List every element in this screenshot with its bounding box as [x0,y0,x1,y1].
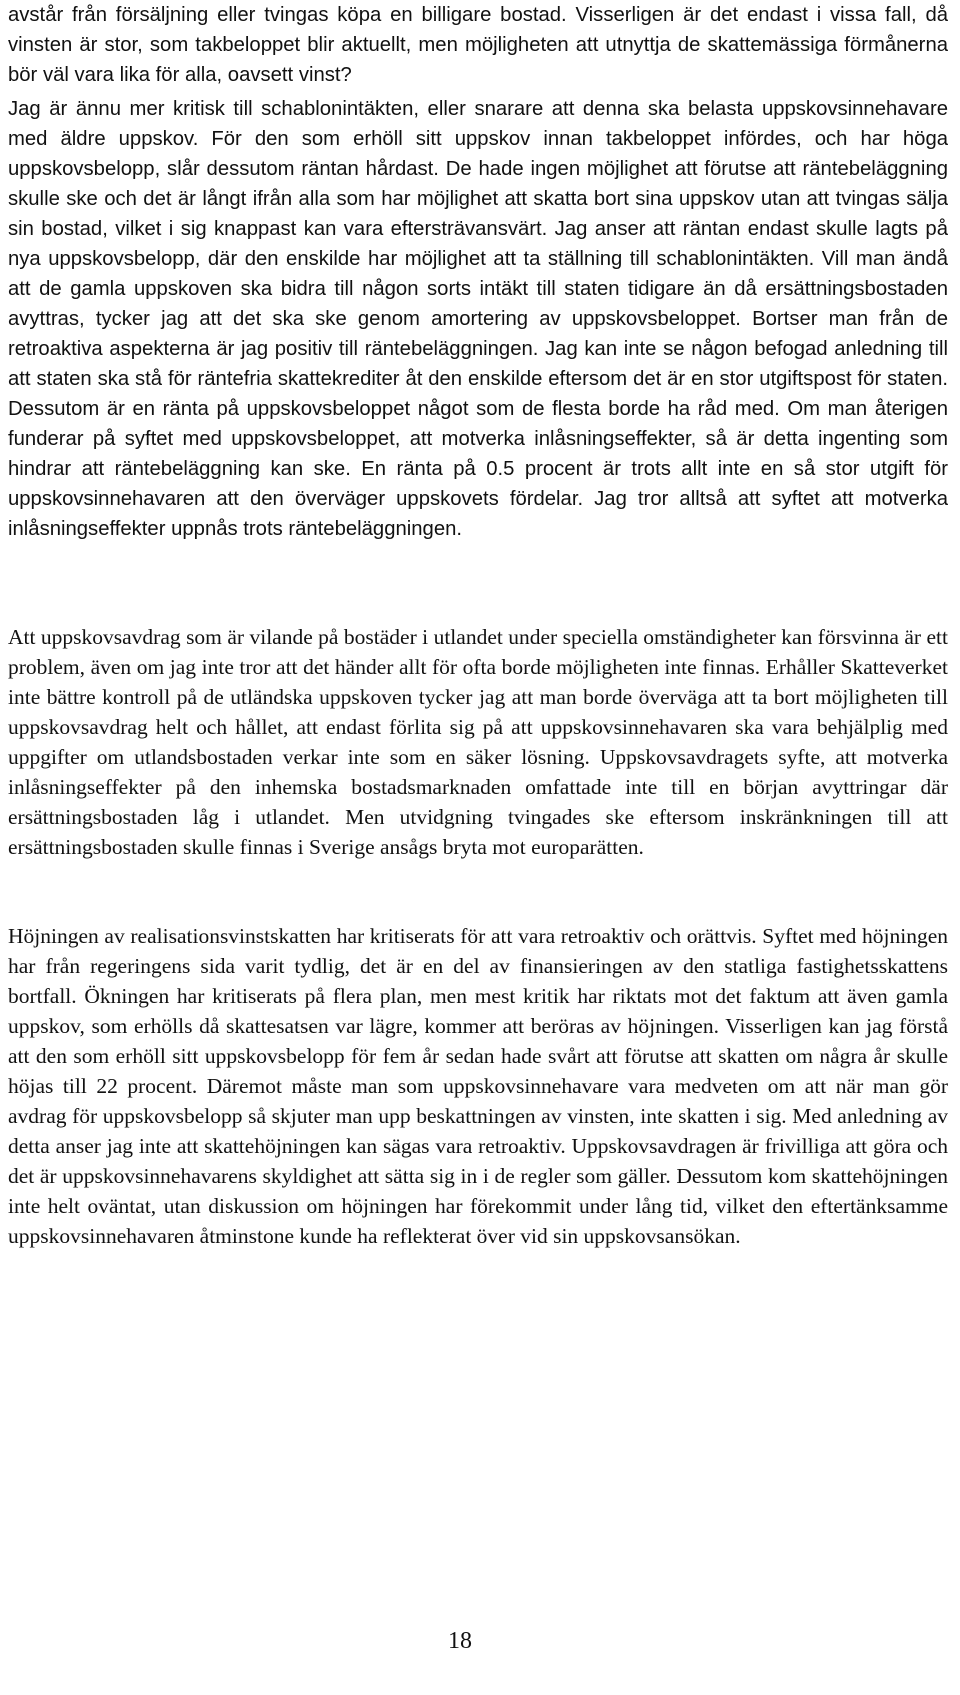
paragraph-2: Jag är ännu mer kritisk till schablonintäkten, eller snarare att denna ska belasta uppskovsinnehavare med äldre uppskov. För den som erhöll sitt uppskov innan takbeloppet infördes, och har höga uppskovsbelopp, slår dessutom räntan hårdast. De hade ingen möjlighet att förutse att räntebeläggning skulle ske och det är långt ifrån alla som har möjlighet att skatta bort sina uppskov utan att tvingas sälja sin bostad, vilket i sig knappast kan vara eftersträvansvärt. Jag anser att räntan endast skulle lagts på nya uppskovsbelopp, där den enskilde har möjlighet att ta ställning till schablonintäkten. Vill man ändå att de gamla uppskoven ska bidra till någon sorts intäkt till staten tidigare än då ersättningsbostaden avyttras, tycker jag att det ska ske genom amortering av uppskovsbeloppet. Bortser man från de retroaktiva aspekterna är jag positiv till räntebeläggningen. Jag kan inte se någon befogad anledning till att staten ska stå för räntefria skattekrediter åt den enskilde eftersom det är en stor utgiftspost för staten. Dessutom är en ränta på uppskovsbeloppet något som de flesta borde ha råd med. Om man återigen funderar på syftet med uppskovsbeloppet, att motverka inlåsningseffekter, så är detta ingenting som hindrar att räntebeläggning kan ske. En ränta på 0.5 procent är trots allt inte en så stor utgift för uppskovsinnehavaren att den överväger uppskovets fördelar. Jag tror alltså att syftet att motverka inlåsningseffekter uppnås trots räntebeläggningen. [8,98,948,540]
paragraph-4: Höjningen av realisationsvinstskatten har kritiserats för att vara retroaktiv och orättvis. Syftet med höjningen har från regeringens sida varit tydlig, det är en del av finansieringen av den statliga fastighetsskattens bortfall. Ökningen har kritiserats på flera plan, men mest kritik har riktats mot det faktum att även gamla uppskov, som erhölls då skattesatsen var lägre, kommer att beröras av höjningen. Visserligen kan jag förstå att den som erhöll sitt uppskovsbelopp för fem år sedan hade svårt att förutse att skatten om några år skulle höjas till 22 procent. Däremot måste man som uppskovsinnehavare vara medveten om att när man gör avdrag för uppskovsbelopp så skjuter man upp beskattningen av vinsten, inte skatten i sig. Med anledning av detta anser jag inte att skattehöjningen kan sägas vara retroaktiv. Uppskovsavdragen är frivilliga att göra och det är uppskovsinnehavarens skyldighet att sätta sig in i de regler som gäller. Dessutom kom skattehöjningen inte helt oväntat, utan diskussion om höjningen har förekommit under lång tid, vilket den eftertänksamme uppskovsinnehavaren åtminstone kunde ha reflekterat över vid sin uppskovsansökan. [8,924,948,1248]
page-number: 18 [448,1628,472,1654]
paragraph-2-container [8,94,948,616]
page-number-container [0,1628,960,1655]
paragraph-1: avstår från försäljning eller tvingas köpa en billigare bostad. Visserligen är det endast i vissa fall, då vinsten är stor, som takbeloppet blir aktuellt, men möjligheten att utnyttja de skattemässiga förmånerna bör väl vara lika för alla, oavsett vinst? [8,4,948,86]
paragraph-4-container [8,921,948,1421]
paragraph-1-container [8,0,948,92]
paragraph-3: Att uppskovsavdrag som är vilande på bostäder i utlandet under speciella omständigheter kan försvinna är ett problem, även om jag inte tror att det händer allt för ofta borde möjligheten inte finnas. Erhåller Skatteverket inte bättre kontroll på de utländska uppskoven tycker jag att man borde överväga att ta bort möjligheten till uppskovsavdrag helt och hållet, att endast förlita sig på att uppskovsinnehavaren ska vara behjälplig med uppgifter om utlandsbostaden verkar inte som en säker lösning. Uppskovsavdragets syfte, att motverka inlåsningseffekter på den inhemska bostadsmarknaden omfattade inte till en början avyttringar där ersättningsbostaden låg i utlandet. Men utvidgning tvingades ske eftersom inskränkningen till att ersättningsbostaden skulle finnas i Sverige ansågs bryta mot europarätten. [8,625,948,859]
paragraph-3-container [8,622,948,912]
